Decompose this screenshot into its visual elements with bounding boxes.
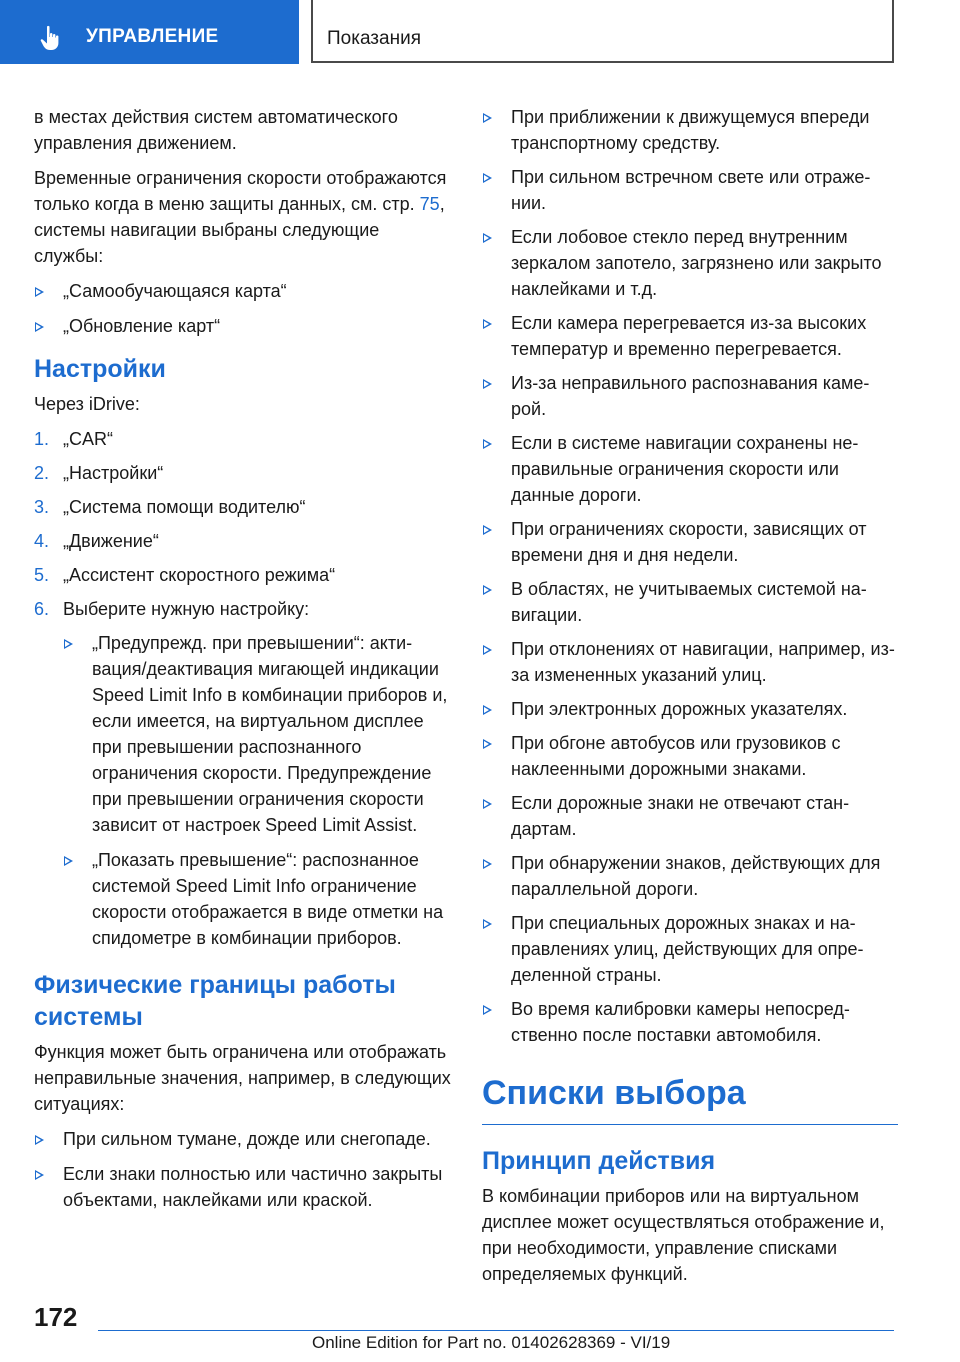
triangle-bullet-icon (483, 113, 492, 123)
list-item (34, 1161, 452, 1213)
principle-heading: Принцип действия (482, 1147, 716, 1175)
triangle-bullet-icon (483, 739, 492, 749)
step-text: „Ассистент скоростного режима“ (63, 565, 336, 585)
triangle-bullet-icon (35, 287, 44, 297)
list-item (34, 313, 452, 339)
list-item (482, 576, 898, 628)
list-item (34, 278, 452, 304)
triangle-bullet-icon (483, 799, 492, 809)
list-item-text: Во время калибровки камеры непосредственно после поставки автомобиля. (511, 999, 850, 1045)
step-number: 1. (34, 429, 50, 449)
list-item-text: Если камера перегревается из-за высоких температур и временно перегревается. (511, 313, 867, 359)
subsection-box (311, 0, 894, 63)
triangle-bullet-icon (483, 233, 492, 243)
paragraph: в местах действия систем автоматического управления движением. (34, 107, 398, 153)
section-title: УПРАВЛЕНИЕ (86, 26, 219, 47)
footer-divider (98, 1330, 894, 1331)
triangle-bullet-icon (35, 322, 44, 332)
triangle-bullet-icon (483, 859, 492, 869)
list-item-text: При электронных дорожных указателях. (511, 699, 848, 719)
list-item-text: При сильном встречном свете или отражении. (511, 167, 871, 213)
option-text: „Показать превышение“: распознанное системой Speed Limit Info ограничение скорости отображается в виде отметки на спидометре в комбинации приборов. (92, 850, 444, 948)
limits-list-left (34, 1126, 452, 1213)
limits-intro: Функция может быть ограничена или отображать неправильные значения, например, в следующих ситуациях: (34, 1042, 451, 1114)
triangle-bullet-icon (483, 645, 492, 655)
list-item-text: „Обновление карт“ (63, 316, 221, 336)
settings-heading: Настройки (34, 355, 166, 383)
paragraph-data-protection (34, 165, 452, 269)
page-reference-link[interactable]: 75 (419, 194, 440, 214)
triangle-bullet-icon (64, 639, 73, 649)
step-item (34, 596, 452, 951)
step-text: „Настройки“ (63, 463, 164, 483)
options-list (63, 630, 452, 951)
list-item (482, 850, 898, 902)
list-item (34, 1126, 452, 1152)
triangle-bullet-icon (483, 319, 492, 329)
list-item (482, 696, 898, 722)
subsection-title: Показания (327, 28, 421, 49)
list-item (482, 430, 898, 508)
triangle-bullet-icon (483, 919, 492, 929)
list-item (482, 910, 898, 988)
limits-list-right (482, 104, 898, 1048)
step-text: „CAR“ (63, 429, 113, 449)
step-item (34, 426, 452, 452)
triangle-bullet-icon (35, 1135, 44, 1145)
section-tab[interactable] (0, 0, 299, 64)
step-item (34, 494, 452, 520)
step-number: 3. (34, 497, 50, 517)
paragraph-text: , системы навигации выбраны следующие службы: (34, 194, 445, 266)
list-item (482, 310, 898, 362)
list-item-text: При сильном тумане, дожде или снегопаде. (63, 1129, 431, 1149)
list-item-text: Если в системе навигации сохранены неправильные ограничения скорости или данные дороги. (511, 433, 859, 505)
step-number: 4. (34, 531, 50, 551)
triangle-bullet-icon (64, 856, 73, 866)
list-item (482, 730, 898, 782)
list-item-text: Из-за неправильного распознавания камерой. (511, 373, 870, 419)
step-text: Выберите нужную настройку: (63, 599, 310, 619)
option-item (63, 630, 452, 838)
list-item (482, 370, 898, 422)
list-item (482, 790, 898, 842)
list-item-text: При приближении к движущемуся впереди транспортному средству. (511, 107, 870, 153)
via-idrive-text: Через iDrive: (34, 394, 140, 414)
system-limits-heading: Физические границы работы системы (34, 971, 396, 1031)
list-item-text: При ограничениях скорости, зависящих от времени дня и дня недели. (511, 519, 867, 565)
right-column (482, 104, 898, 1296)
footer-edition: Online Edition for Part no. 01402628369 - VI/19 (312, 1333, 671, 1352)
list-item (482, 516, 898, 568)
triangle-bullet-icon (483, 525, 492, 535)
step-item (34, 460, 452, 486)
list-item-text: В областях, не учитываемых системой навигации. (511, 579, 867, 625)
option-item (63, 847, 452, 951)
option-text: „Предупрежд. при превышении“: активация/деактивация мигающей индикации Speed Limit Info в комбинации приборов и, если имеется, на виртуальном дисплее при превышении распознанного ограничения скорости. Предупреждение при превышении ограничения скорости зависит от настроек Speed Limit Assist. (92, 633, 448, 835)
selection-lists-heading: Списки выбора (482, 1070, 898, 1125)
list-item-text: Если знаки полностью или частично закрыты объектами, наклейками или краской. (63, 1164, 443, 1210)
services-list (34, 278, 452, 339)
list-item (482, 996, 898, 1048)
list-item-text: При отклонениях от навигации, например, из-за измененных указаний улиц. (511, 639, 895, 685)
list-item (482, 636, 898, 688)
step-text: „Система помощи водителю“ (63, 497, 306, 517)
step-item (34, 528, 452, 554)
principle-text: В комбинации приборов или на виртуальном дисплее может осуществляться отображение и, при необходимости, управление списками определяемых функций. (482, 1186, 885, 1284)
paragraph-text: Временные ограничения скорости отображаются только когда в меню защиты данных, см. стр. (34, 168, 447, 214)
list-item-text: При обнаружении знаков, действующих для параллельной дороги. (511, 853, 881, 899)
list-item-text: Если дорожные знаки не отвечают стандартам. (511, 793, 850, 839)
list-item-text: Если лобовое стекло перед внутренним зеркалом запотело, загрязнено или закрыто наклейками и т.д. (511, 227, 882, 299)
step-text: „Движение“ (63, 531, 159, 551)
list-item-text: При обгоне автобусов или грузовиков с наклеенными дорожными знаками. (511, 733, 841, 779)
step-number: 2. (34, 463, 50, 483)
list-item (482, 224, 898, 302)
triangle-bullet-icon (483, 705, 492, 715)
hand-pointer-icon (38, 24, 66, 52)
triangle-bullet-icon (483, 379, 492, 389)
steps-list (34, 426, 452, 951)
triangle-bullet-icon (483, 439, 492, 449)
triangle-bullet-icon (483, 585, 492, 595)
list-item-text: При специальных дорожных знаках и направлениях улиц, действующих для определенной страны. (511, 913, 864, 985)
list-item (482, 164, 898, 216)
step-number: 6. (34, 599, 50, 619)
left-column (34, 104, 452, 1222)
page-number: 172 (34, 1302, 78, 1332)
triangle-bullet-icon (35, 1170, 44, 1180)
triangle-bullet-icon (483, 173, 492, 183)
triangle-bullet-icon (483, 1005, 492, 1015)
list-item-text: „Самообучающаяся карта“ (63, 281, 287, 301)
list-item (482, 104, 898, 156)
step-number: 5. (34, 565, 50, 585)
step-item (34, 562, 452, 588)
